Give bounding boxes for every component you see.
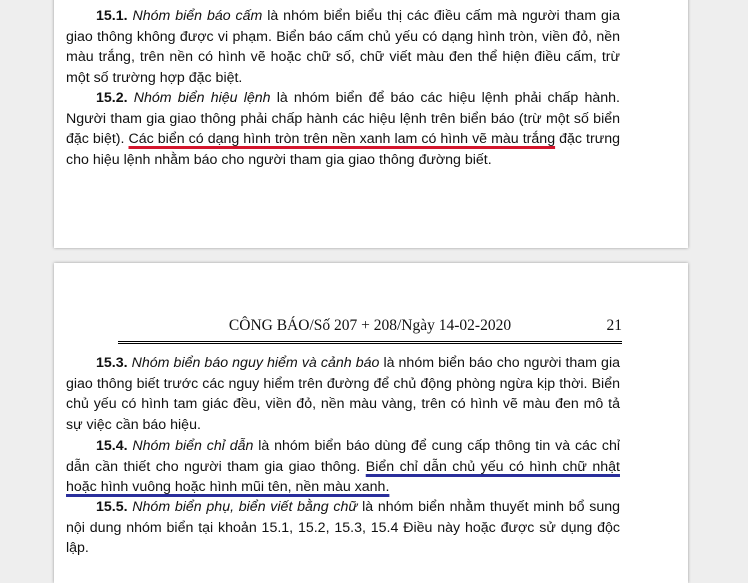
gazette-header-title: CÔNG BÁO/Số 207 + 208/Ngày 14-02-2020 — [228, 317, 512, 334]
clause-number: 15.4. — [96, 438, 128, 454]
clause-number: 15.3. — [96, 355, 128, 371]
clause-term: Nhóm biển báo cấm — [132, 8, 263, 24]
clause-text: là nhóm biển báo dùng để cung cấp thông tin và các chỉ dẫn cần thiết cho người tham gia giao thông. — [66, 438, 620, 475]
paragraph-15-2 — [66, 88, 620, 170]
blue-underlined-text: Biển chỉ dẫn chủ yếu có hình chữ nhật hoặc hình vuông hoặc hình mũi tên, nền màu xanh. — [66, 458, 620, 495]
red-underlined-text: Các biển có dạng hình tròn trên nền xanh lam có hình vẽ màu trắng — [128, 131, 556, 147]
clause-number: 15.1. — [96, 8, 128, 24]
page-number: 21 — [606, 317, 622, 334]
paragraph-15-1 — [66, 6, 620, 88]
clause-text: là nhóm biển nhằm thuyết minh bổ sung nội dung nhóm biển tại khoản 15.1, 15.2, 15.3, 15.4 Điều này hoặc được sử dụng độc lập. — [66, 499, 620, 556]
gazette-header — [118, 317, 622, 339]
clause-term: Nhóm biển chỉ dẫn — [132, 438, 254, 454]
clause-term: Nhóm biển báo nguy hiểm và cảnh báo — [131, 355, 380, 371]
clause-term: Nhóm biển phụ, biển viết bằng chữ — [132, 499, 358, 515]
paragraph-15-4 — [66, 436, 620, 498]
clause-number: 15.2. — [96, 90, 128, 106]
header-rule — [118, 341, 622, 344]
clause-text: là nhóm biển báo cho người tham gia giao thông biết trước các nguy hiểm trên đường để chủ động phòng ngừa kịp thời. Biển chủ yếu có hình tam giác đều, viền đỏ, nền màu vàng, trên có hình vẽ màu đen mô tả sự việc cần báo hiệu. — [66, 355, 620, 433]
clause-term: Nhóm biển hiệu lệnh — [133, 90, 271, 106]
clause-number: 15.5. — [96, 499, 128, 515]
clause-text: là nhóm biển biểu thị các điều cấm mà người tham gia giao thông không được vi phạm. Biển báo cấm chủ yếu có dạng hình tròn, viền đỏ, nền màu trắng, trên nền có hình vẽ hoặc chữ số, chữ viết màu đen thể hiện điều cấm, trừ một số trường hợp đặc biệt. — [66, 8, 620, 86]
clause-text: đặc trưng cho hiệu lệnh nhằm báo cho người tham gia giao thông đường biết. — [66, 131, 621, 168]
paragraph-15-3 — [66, 353, 620, 435]
clause-text: là nhóm biển để báo các hiệu lệnh phải chấp hành. Người tham gia giao thông phải chấp hành các hiệu lệnh trên biển báo (trừ một số biển đặc biệt). — [66, 90, 620, 147]
paragraph-15-5 — [66, 497, 620, 559]
